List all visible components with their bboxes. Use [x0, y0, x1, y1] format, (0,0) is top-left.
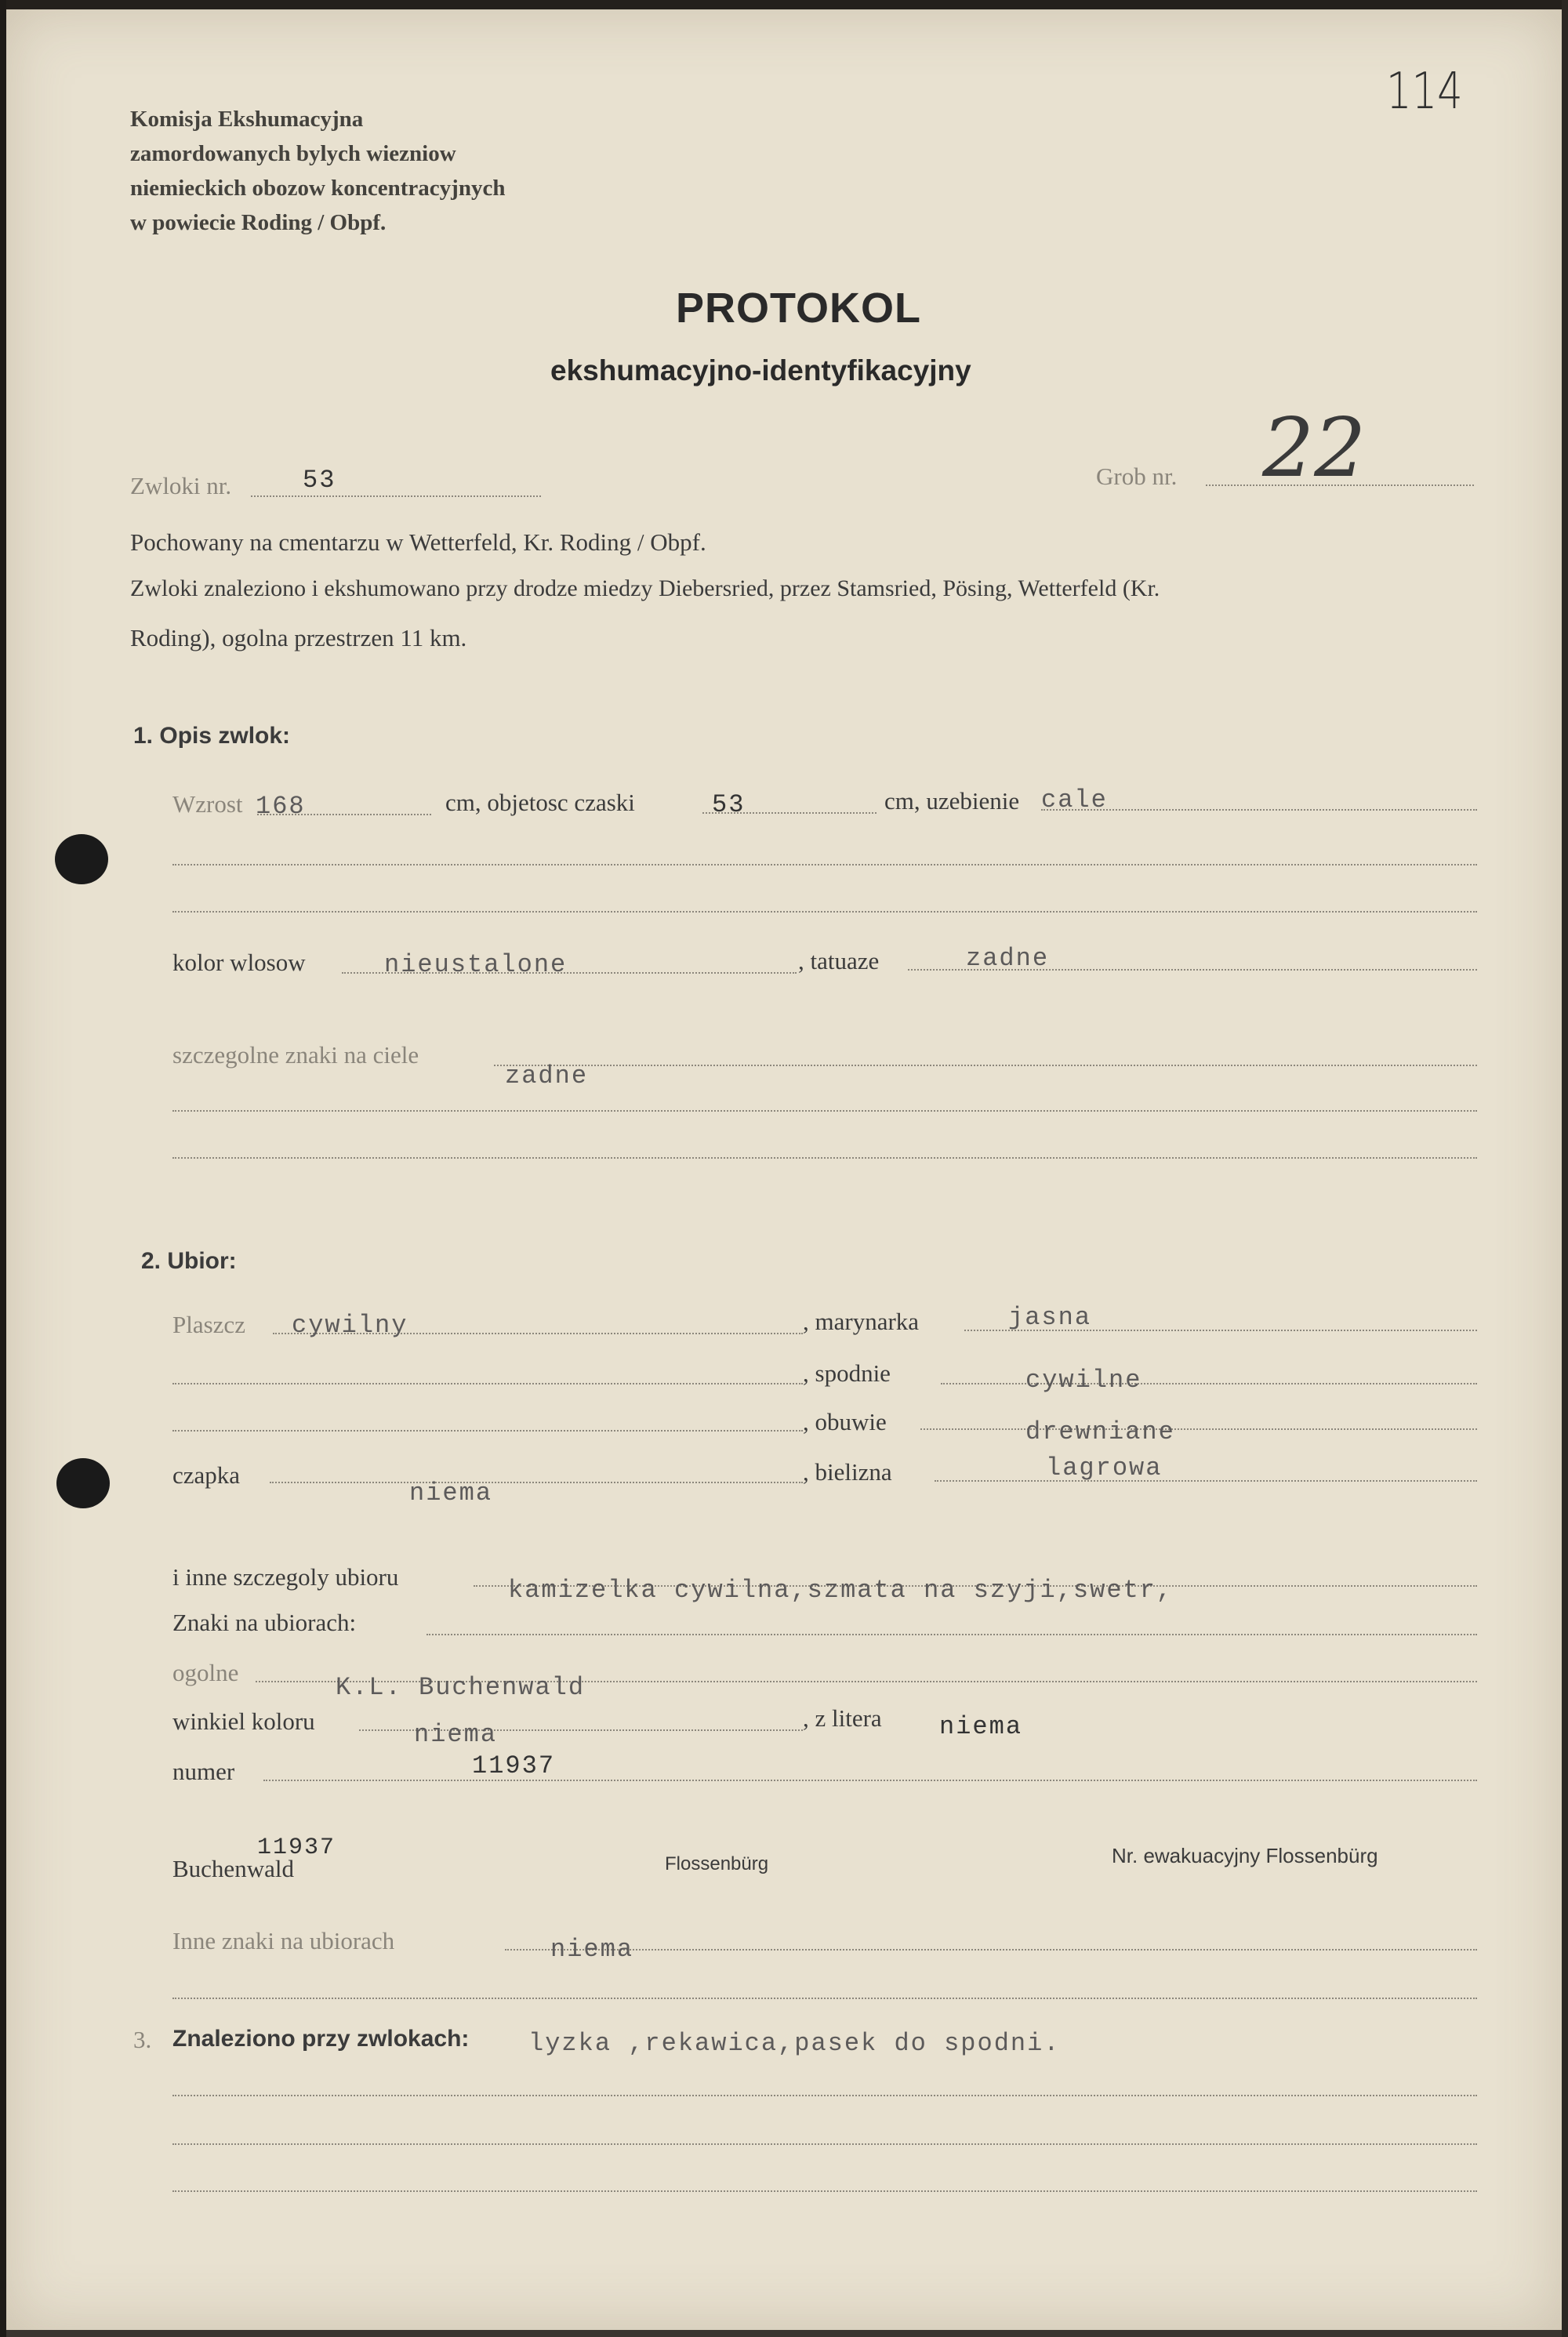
scan-right-edge: [1562, 0, 1568, 2337]
litera-label: , z litera: [803, 1704, 882, 1732]
numer-line: [263, 1780, 1477, 1781]
grob-value: 22: [1262, 400, 1367, 495]
czapka-label: czapka: [172, 1461, 241, 1489]
document-title: PROTOKOL: [676, 285, 922, 332]
zwloki-value: 53: [303, 466, 336, 495]
bielizna-label: , bielizna: [803, 1458, 892, 1486]
flossenburg-label: Flossenbürg: [665, 1853, 769, 1874]
protocol-page: [6, 9, 1562, 2330]
znaki-ciele-label: szczegolne znaki na ciele: [172, 1041, 419, 1069]
czapka-value: niema: [409, 1479, 493, 1508]
marynarka-label: , marynarka: [803, 1308, 920, 1335]
czaszka-value: 53: [712, 790, 746, 819]
spodnie-line: [941, 1383, 1477, 1384]
ogolne-value: K.L. Buchenwald: [336, 1673, 586, 1702]
marynarka-value: jasna: [1008, 1303, 1092, 1332]
bielizna-value: lagrowa: [1046, 1453, 1163, 1482]
section-3-blank-line-3: [172, 2190, 1477, 2192]
uzebienie-value: cale: [1041, 786, 1108, 815]
section-3-blank-line-2: [172, 2143, 1477, 2145]
opis-blank-line-2: [172, 911, 1477, 913]
znaki-blank-line-2: [172, 1157, 1477, 1159]
czaszka-label: cm, objetosc czaski: [445, 789, 635, 816]
czapka-line: [270, 1482, 803, 1483]
zwloki-line: [251, 495, 541, 497]
ewakuacyjny-label: Nr. ewakuacyjny Flossenbürg: [1112, 1844, 1378, 1867]
inne-znaki-value: niema: [550, 1935, 634, 1964]
plaszcz-label: Plaszcz: [172, 1311, 245, 1338]
buchenwald-label: Buchenwald: [172, 1855, 294, 1882]
znaki-ciele-value: zadne: [505, 1061, 589, 1090]
plaszcz-value: cywilny: [292, 1311, 408, 1340]
ogolne-label: ogolne: [172, 1659, 239, 1686]
obuwie-line: [920, 1428, 1477, 1430]
obuwie-label: , obuwie: [803, 1408, 887, 1435]
section-3-value: lyzka ,rekawica,pasek do spodni.: [528, 2029, 1061, 2058]
uzebienie-label: cm, uzebienie: [884, 787, 1020, 815]
scan-top-edge: [0, 0, 1568, 9]
inne-znaki-line: [505, 1949, 1477, 1951]
inne-znaki-blank-line: [172, 1998, 1477, 1999]
tatuaze-label: , tatuaze: [798, 947, 880, 974]
zwloki-label: Zwloki nr.: [130, 472, 232, 499]
znaki-ciele-line: [494, 1065, 1477, 1066]
grob-label: Grob nr.: [1096, 463, 1178, 490]
numer-label: numer: [172, 1758, 235, 1785]
pochowany-text: Pochowany na cmentarzu w Wetterfeld, Kr. Roding / Obpf.: [130, 528, 706, 556]
punch-hole-bottom: [56, 1458, 110, 1508]
wzrost-label: Wzrost: [172, 790, 243, 818]
wzrost-value: 168: [256, 792, 306, 821]
section-3-blank-line-1: [172, 2095, 1477, 2096]
opis-blank-line-1: [172, 864, 1477, 865]
document-subtitle: ekshumacyjno-identyfikacyjny: [550, 354, 971, 386]
buchenwald-value: 11937: [257, 1834, 336, 1861]
spodnie-value: cywilne: [1025, 1366, 1142, 1395]
page-number: 114: [1386, 63, 1463, 121]
commission-header: [130, 102, 505, 240]
winkiel-label: winkiel koloru: [172, 1707, 315, 1735]
ubior-blank-line-2: [172, 1430, 803, 1432]
znaleziono-line-1: Zwloki znaleziono i ekshumowano przy drodze miedzy Diebersried, przez Stamsried, Pösing, Wetterfeld (Kr.: [130, 575, 1160, 601]
section-3-number: 3.: [133, 2026, 152, 2053]
spodnie-label: , spodnie: [803, 1359, 891, 1387]
tatuaze-value: zadne: [966, 944, 1050, 973]
header-line-4: w powiecie Roding / Obpf.: [130, 210, 387, 235]
kolor-value: nieustalone: [384, 950, 568, 979]
section-3-heading: Znaleziono przy zwlokach:: [172, 2026, 470, 2052]
znaleziono-line-2: Roding), ogolna przestrzen 11 km.: [130, 624, 467, 651]
inne-szczegoly-value: kamizelka cywilna,szmata na szyji,swetr,: [508, 1576, 1174, 1605]
numer-value: 11937: [472, 1751, 556, 1780]
znaki-ubiorach-line: [426, 1634, 1477, 1635]
inne-znaki-label: Inne znaki na ubiorach: [172, 1927, 395, 1954]
winkiel-value: niema: [414, 1720, 498, 1749]
section-2-heading: 2. Ubior:: [141, 1248, 237, 1274]
obuwie-value: drewniane: [1025, 1417, 1175, 1446]
header-line-2: zamordowanych bylych wiezniow: [130, 141, 456, 166]
ubior-blank-line-1: [172, 1383, 803, 1384]
header-line-3: niemieckich obozow koncentracyjnych: [130, 176, 506, 201]
scan-left-edge: [0, 0, 6, 2337]
litera-value: niema: [939, 1712, 1023, 1741]
bielizna-line: [935, 1480, 1477, 1482]
znaki-ubiorach-label: Znaki na ubiorach:: [172, 1609, 357, 1636]
inne-szczegoly-label: i inne szczegoly ubioru: [172, 1563, 399, 1591]
header-line-1: Komisja Ekshumacyjna: [130, 107, 364, 132]
znaki-blank-line-1: [172, 1110, 1477, 1112]
section-1-heading: 1. Opis zwlok:: [133, 723, 291, 749]
kolor-label: kolor wlosow: [172, 949, 306, 976]
punch-hole-top: [55, 834, 108, 884]
